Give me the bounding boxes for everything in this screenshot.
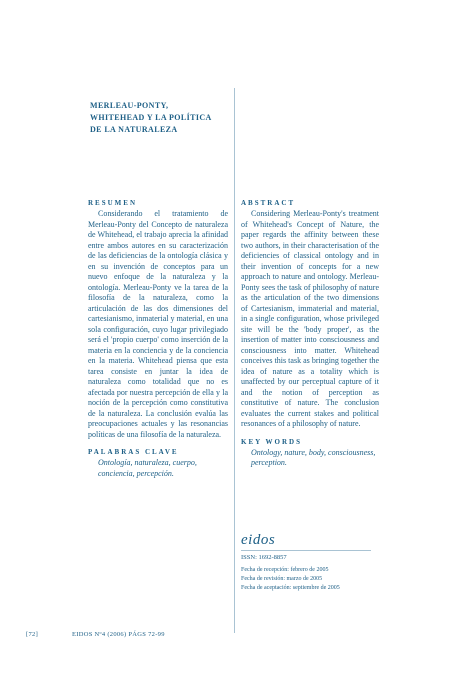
title-line-1: MERLEAU-PONTY, (90, 101, 169, 110)
abstract-heading: ABSTRACT (241, 199, 296, 207)
resumen-heading: RESUMEN (88, 199, 138, 207)
date-received: Fecha de recepción: febrero de 2005 (241, 567, 329, 573)
spanish-column (88, 198, 228, 479)
abstract-text: Considering Merleau-Ponty's treatment of Whitehead's Concept of Nature, the paper regards the affinity between these two authors, in their characterisation of the deficiencies of classical ontology and in their invention of concepts for a new approach to nature and ontology. Merleau-Ponty sees the task of philosophy of nature as the articulation of the two dimensions of Cartesianism, immaterial and material, in a single configuration, whose privileged site will be the 'body proper', as the insertion of matter into consciousness and consciousness into matter. Whitehead conceives this task as bringing together the idea of nature as a totality which is unaffected by our perceptual capture of it and the notion of perception as constitutive of nature. The conclusion evaluates the current stakes and political resonances of a philosophy of nature. (241, 209, 379, 428)
journal-rule (241, 550, 371, 551)
resumen-text: Considerando el tratamiento de Merleau-Ponty del Concepto de naturaleza de Whitehead, el trabajo aprecia la afinidad entre ambos autores en su caracterización de las deficiencias de la ontología clásica y en su invención de conceptos para un nuevo enfoque de la naturaleza y la ontología. Merleau-Ponty ve la tarea de la filosofía de la naturaleza, como la articulación de las dos dimensiones del cartesianismo, inmaterial y material, en una sola configuración, cuyo lugar privilegiado será el 'propio cuerpo' como inserción de la materia en la conciencia y de la conciencia en la materia. Whitehead piensa que esta tarea consiste en juntar la idea de naturaleza como totalidad que no es afectada por nuestra percepción de ella y la noción de la percepción como constitutiva de la naturaleza. La conclusión evalúa las preocupaciones actuales y las resonancias políticas de una filosofía de la naturaleza. (88, 209, 228, 439)
palabras-clave-heading: PALABRAS CLAVE (88, 448, 179, 456)
english-column (241, 198, 379, 469)
journal-citation: EIDOS Nº4 (2006) PÁGS 72-99 (71, 631, 165, 638)
journal-info (241, 532, 381, 593)
page-footer (26, 631, 165, 638)
date-accepted: Fecha de aceptación: septiembre de 2005 (241, 585, 340, 591)
submission-dates (241, 566, 381, 593)
journal-logo: eidos (241, 532, 276, 548)
key-words-heading: KEY WORDS (241, 437, 302, 446)
palabras-clave-text: Ontología, naturaleza, cuerpo, conciencia, percepción. (98, 458, 197, 478)
title-line-2: WHITEHEAD Y LA POLÍTICA (90, 113, 212, 122)
key-words-text: Ontology, nature, body, consciousness, perception. (251, 447, 376, 467)
page-number: [72] (26, 631, 39, 638)
column-divider (234, 88, 235, 633)
date-revised: Fecha de revisión: marzo de 2005 (241, 576, 323, 582)
title-line-3: DE LA NATURALEZA (90, 125, 178, 134)
issn: ISSN: 1692-8857 (241, 554, 287, 561)
article-title (90, 100, 230, 136)
